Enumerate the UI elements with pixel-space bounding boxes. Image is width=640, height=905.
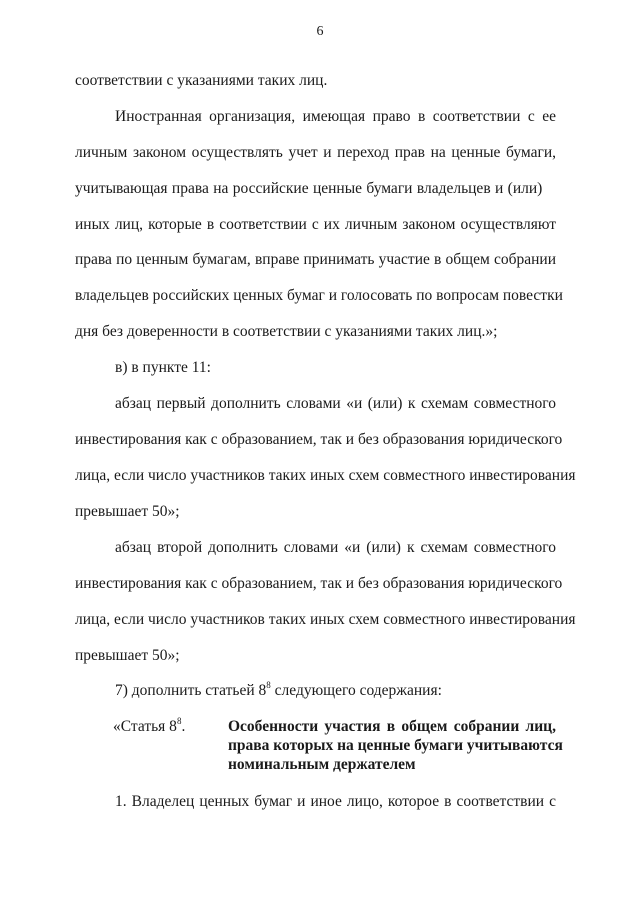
paragraph-line: лица, если число участников таких иных схем совместного инвестирования [75,467,576,484]
paragraph-line: владельцев российских ценных бумаг и голосовать по вопросам повестки [75,287,563,304]
page-number: 6 [316,24,324,39]
paragraph-line: дня без доверенности в соответствии с указаниями таких лиц.»; [75,323,498,340]
paragraph-line: учитывающая права на российские ценные бумаги владельцев и (или) [75,180,543,197]
paragraph-line: личным законом осуществлять учет и переход прав на ценные бумаги, [75,144,556,161]
article-label-superscript: 8 [176,716,182,726]
item-7-line [115,681,442,701]
paragraph-line: в) в пункте 11: [115,359,211,376]
paragraph-line: права по ценным бумагам, вправе принимать участие в общем собрании [75,251,556,268]
article-title-line: номинальным держателем [228,756,416,773]
paragraph-line: иных лиц, которые в соответствии с их личным законом осуществляют [75,216,556,233]
paragraph-line: лица, если число участников таких иных схем совместного инвестирования [75,611,576,628]
paragraph-line: превышает 50»; [75,647,180,664]
paragraph-line: Иностранная организация, имеющая право в соответствии с ее [115,108,556,125]
paragraph-line: абзац второй дополнить словами «и (или) к схемам совместного [115,539,556,556]
article-title-line: Особенности участия в общем собрании лиц, [228,718,556,735]
item-7-text: 7) дополнить статьей 8 [115,682,267,699]
article-label-suffix: . [181,718,186,735]
paragraph-line: инвестирования как с образованием, так и без образования юридического [75,575,563,592]
paragraph-line: абзац первый дополнить словами «и (или) к схемам совместного [115,395,556,412]
article-label [113,717,185,737]
article-title-line: права которых на ценные бумаги учитываются [228,737,563,754]
article-label-text: «Статья 8 [113,718,177,735]
paragraph-line: инвестирования как с образованием, так и без образования юридического [75,431,563,448]
paragraph-line: 1. Владелец ценных бумаг и иное лицо, которое в соответствии с [115,793,556,810]
item-7-text-after: следующего содержания: [270,682,442,699]
item-7-superscript: 8 [266,680,271,690]
paragraph-line: соответствии с указаниями таких лиц. [75,72,328,89]
paragraph-line: превышает 50»; [75,503,180,520]
